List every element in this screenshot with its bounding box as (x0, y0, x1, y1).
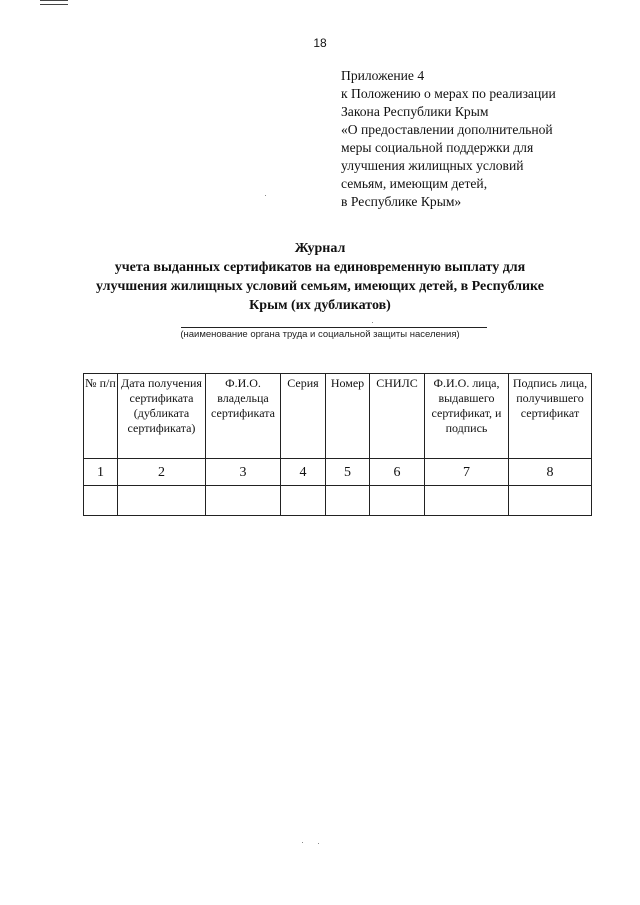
org-name-caption: (наименование органа труда и социальной защиты населения) (180, 329, 460, 340)
title-line: улучшения жилищных условий семьям, имеющих детей, в Республике (96, 279, 544, 294)
table-cell (326, 486, 370, 516)
table-cell (509, 486, 592, 516)
page-number: 18 (313, 36, 327, 50)
scan-speck (372, 322, 373, 323)
annex-line: «О предоставлении дополнительной (341, 122, 553, 137)
table-cell (118, 486, 206, 516)
column-numbers-row (84, 459, 592, 486)
column-header-snils: СНИЛС (370, 374, 425, 459)
table-cell (281, 486, 326, 516)
title-heading: Журнал (294, 241, 346, 256)
table-row (84, 486, 592, 516)
column-number: 7 (425, 459, 509, 486)
column-header-number: № п/п (84, 374, 118, 459)
annex-line: меры социальной поддержки для (341, 140, 534, 155)
table-cell (370, 486, 425, 516)
table-cell (206, 486, 281, 516)
annex-line: улучшения жилищных условий (341, 158, 524, 173)
annex-line: к Положению о мерах по реализации (341, 86, 556, 101)
table-cell (84, 486, 118, 516)
annex-line: Приложение 4 (341, 68, 425, 83)
org-name-line (181, 327, 487, 328)
scan-speck (318, 843, 319, 844)
journal-table (83, 373, 592, 516)
column-header-date: Дата получения сертификата (дубликата сертификата) (118, 374, 206, 459)
column-number: 2 (118, 459, 206, 486)
scan-speck (302, 842, 303, 843)
column-number: 4 (281, 459, 326, 486)
column-number: 3 (206, 459, 281, 486)
title-line: учета выданных сертификатов на единовременную выплату для (114, 260, 526, 275)
annex-line: в Республике Крым» (341, 194, 462, 209)
document-title (0, 239, 640, 315)
annex-line: Закона Республики Крым (341, 104, 489, 119)
column-header-issuer: Ф.И.О. лица, выдавшего сертификат, и подпись (425, 374, 509, 459)
column-number: 5 (326, 459, 370, 486)
column-number: 6 (370, 459, 425, 486)
table-cell (425, 486, 509, 516)
column-number: 1 (84, 459, 118, 486)
column-header-owner-name: Ф.И.О. владельца сертификата (206, 374, 281, 459)
annex-line: семьям, имеющим детей, (341, 176, 488, 191)
corner-mark (40, 0, 68, 5)
scan-speck (265, 195, 266, 196)
column-header-series: Серия (281, 374, 326, 459)
column-header-recipient-signature: Подпись лица, получившего сертификат (509, 374, 592, 459)
annex-block (341, 67, 631, 211)
table-header-row (84, 374, 592, 459)
title-line: Крым (их дубликатов) (249, 298, 391, 313)
column-header-cert-number: Номер (326, 374, 370, 459)
column-number: 8 (509, 459, 592, 486)
